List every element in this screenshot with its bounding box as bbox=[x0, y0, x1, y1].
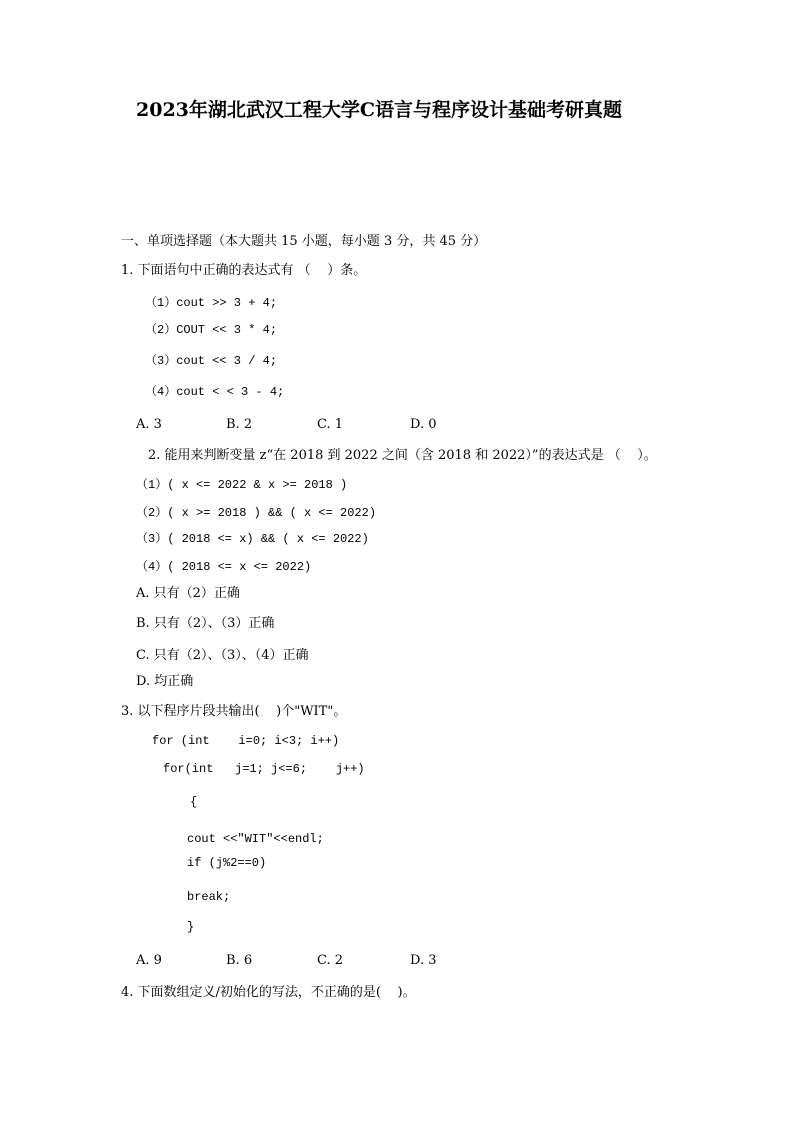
q1-option-d: D. 0 bbox=[410, 417, 437, 432]
q1-item-4: （4）cout < < 3 - 4; bbox=[145, 385, 285, 399]
q3-code-line-4: cout <<"WIT"<<endl; bbox=[187, 832, 324, 846]
q1-stem: 1. 下面语句中正确的表达式有 （ ）条。 bbox=[121, 263, 367, 278]
q1-item-2: （2）COUT << 3 * 4; bbox=[145, 323, 278, 337]
q2-option-c: C. 只有（2）、（3）、（4）正确 bbox=[136, 648, 309, 663]
q2-item-3: （3）( 2018 <= x) && ( x <= 2022) bbox=[136, 532, 369, 546]
q2-item-1: （1）( x <= 2022 & x >= 2018 ) bbox=[136, 478, 348, 492]
q2-stem: 2. 能用来判断变量 z“在 2018 到 2022 之间（含 2018 和 2022）”的表达式是 （ ）。 bbox=[148, 448, 657, 463]
q3-code-line-1: for (int i=0; i<3; i++) bbox=[152, 734, 340, 748]
q1-option-c: C. 1 bbox=[317, 417, 344, 432]
q2-option-a: A. 只有（2）正确 bbox=[136, 586, 240, 601]
q2-option-d: D. 均正确 bbox=[136, 674, 194, 689]
q3-code-line-6: break; bbox=[187, 890, 231, 904]
q2-option-b: B. 只有（2）、（3）正确 bbox=[136, 616, 275, 631]
q3-stem: 3. 以下程序片段共输出( )个"WIT"。 bbox=[121, 704, 347, 719]
q2-item-2: （2）( x >= 2018 ) && ( x <= 2022) bbox=[136, 506, 377, 520]
q3-code-line-5: if (j%2==0) bbox=[187, 856, 267, 870]
q4-stem: 4. 下面数组定义/初始化的写法，不正确的是( )。 bbox=[121, 985, 416, 1000]
q1-option-a: A. 3 bbox=[136, 417, 162, 432]
q2-item-4: （4）( 2018 <= x <= 2022) bbox=[136, 560, 312, 574]
q1-item-3: （3）cout << 3 / 4; bbox=[145, 354, 278, 368]
q3-option-c: C. 2 bbox=[317, 953, 344, 968]
page-title: 2023年湖北武汉工程大学C语言与程序设计基础考研真题 bbox=[136, 99, 623, 121]
q3-code-line-3: { bbox=[190, 795, 198, 809]
q3-code-line-7: } bbox=[187, 920, 195, 934]
q3-option-b: B. 6 bbox=[226, 953, 253, 968]
q3-code-line-2: for(int j=1; j<=6; j++) bbox=[163, 762, 365, 776]
q3-option-a: A. 9 bbox=[136, 953, 162, 968]
section-heading: 一、单项选择题（本大题共 15 小题，每小题 3 分，共 45 分） bbox=[121, 234, 487, 249]
q1-option-b: B. 2 bbox=[226, 417, 253, 432]
q1-item-1: （1）cout >> 3 + 4; bbox=[145, 296, 278, 310]
q3-option-d: D. 3 bbox=[410, 953, 437, 968]
